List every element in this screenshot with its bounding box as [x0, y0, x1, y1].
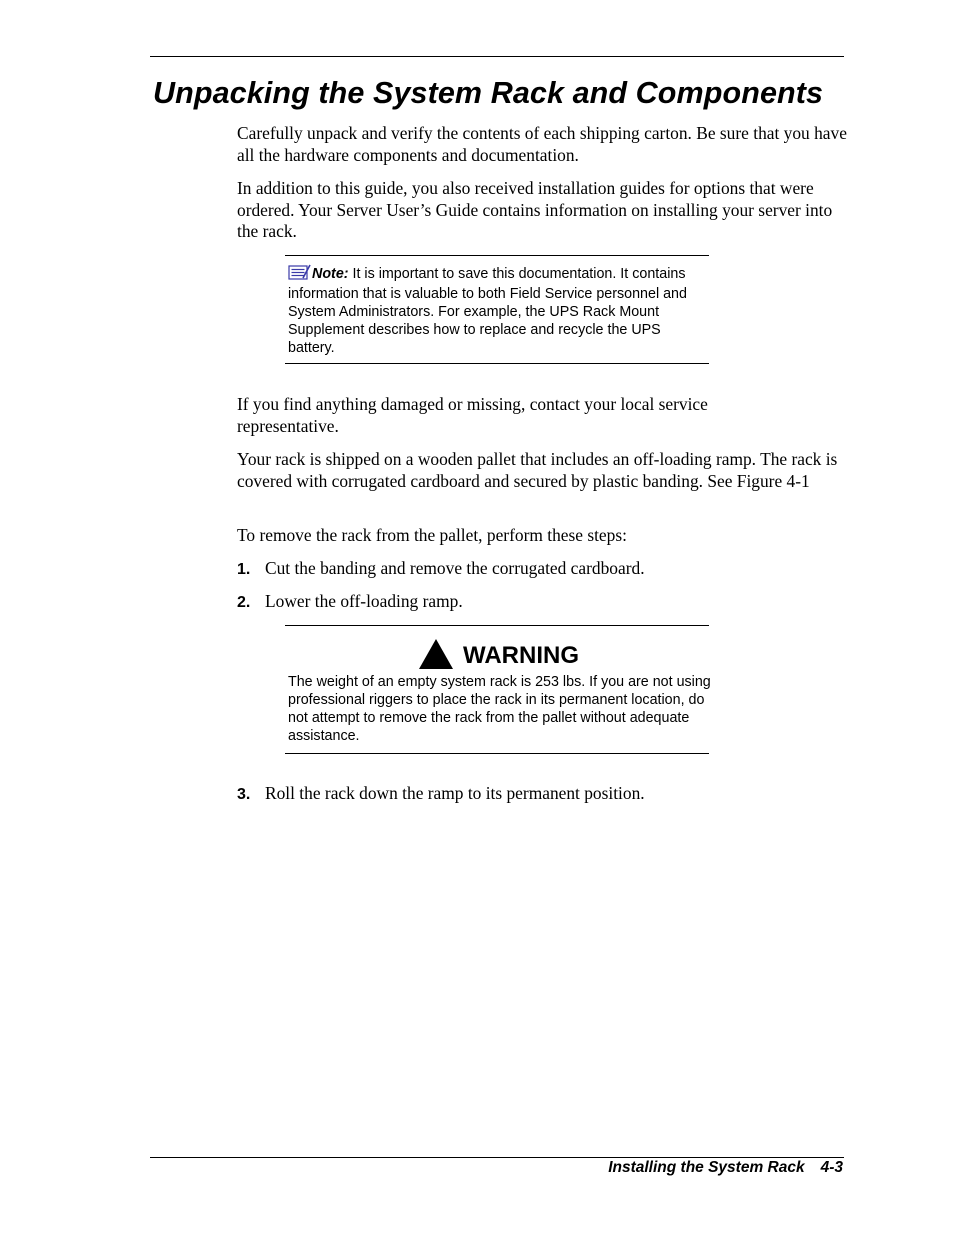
step-number: 1.	[237, 561, 251, 578]
footer-section-title: Installing the System Rack	[608, 1159, 805, 1176]
step-item-1	[237, 558, 645, 581]
warning-text: The weight of an empty system rack is 253 lbs. If you are not using professional riggers to place the rack in its permanent location, do not attempt to remove the rack from the pallet without adequate assistance.	[288, 674, 711, 744]
step-number: 2.	[237, 594, 251, 611]
note-pad-icon	[288, 264, 311, 285]
paragraph-steps-intro: To remove the rack from the pallet, perform these steps:	[237, 525, 627, 545]
warning-triangle-icon	[418, 638, 454, 675]
warning-label: WARNING	[463, 642, 579, 669]
paragraph-pallet: Your rack is shipped on a wooden pallet that includes an off-loading ramp. The rack is covered with corrugated cardboard and secured by plastic banding. See Figure 4-1	[237, 449, 838, 491]
paragraph-unpack: Carefully unpack and verify the contents of each shipping carton. Be sure that you have all the hardware components and documentation.	[237, 123, 847, 165]
step-text: Cut the banding and remove the corrugated cardboard.	[265, 558, 645, 578]
header-rule	[150, 56, 844, 57]
step-text: Roll the rack down the ramp to its permanent position.	[265, 783, 645, 803]
note-label: Note:	[312, 266, 349, 282]
page-footer	[608, 1157, 843, 1179]
step-item-2	[237, 591, 463, 614]
step-item-3	[237, 783, 645, 806]
paragraph-damaged: If you find anything damaged or missing, contact your local service representative.	[237, 394, 708, 436]
page-title: Unpacking the System Rack and Components	[153, 76, 824, 110]
page-number: 4-3	[820, 1159, 843, 1176]
note-text: It is important to save this documentation. It contains information that is valuable to both Field Service personnel and System Administrators. For example, the UPS Rack Mount Supplement describes how to replace and recycle the UPS battery.	[288, 266, 687, 356]
note-callout	[285, 255, 709, 364]
note-body	[285, 264, 709, 357]
warning-callout	[285, 625, 709, 754]
step-number: 3.	[237, 786, 251, 803]
step-text: Lower the off-loading ramp.	[265, 591, 463, 611]
paragraph-guides: In addition to this guide, you also received installation guides for options that were ordered. Your Server User’s Guide contains information on installing your server into the rack.	[237, 178, 833, 241]
